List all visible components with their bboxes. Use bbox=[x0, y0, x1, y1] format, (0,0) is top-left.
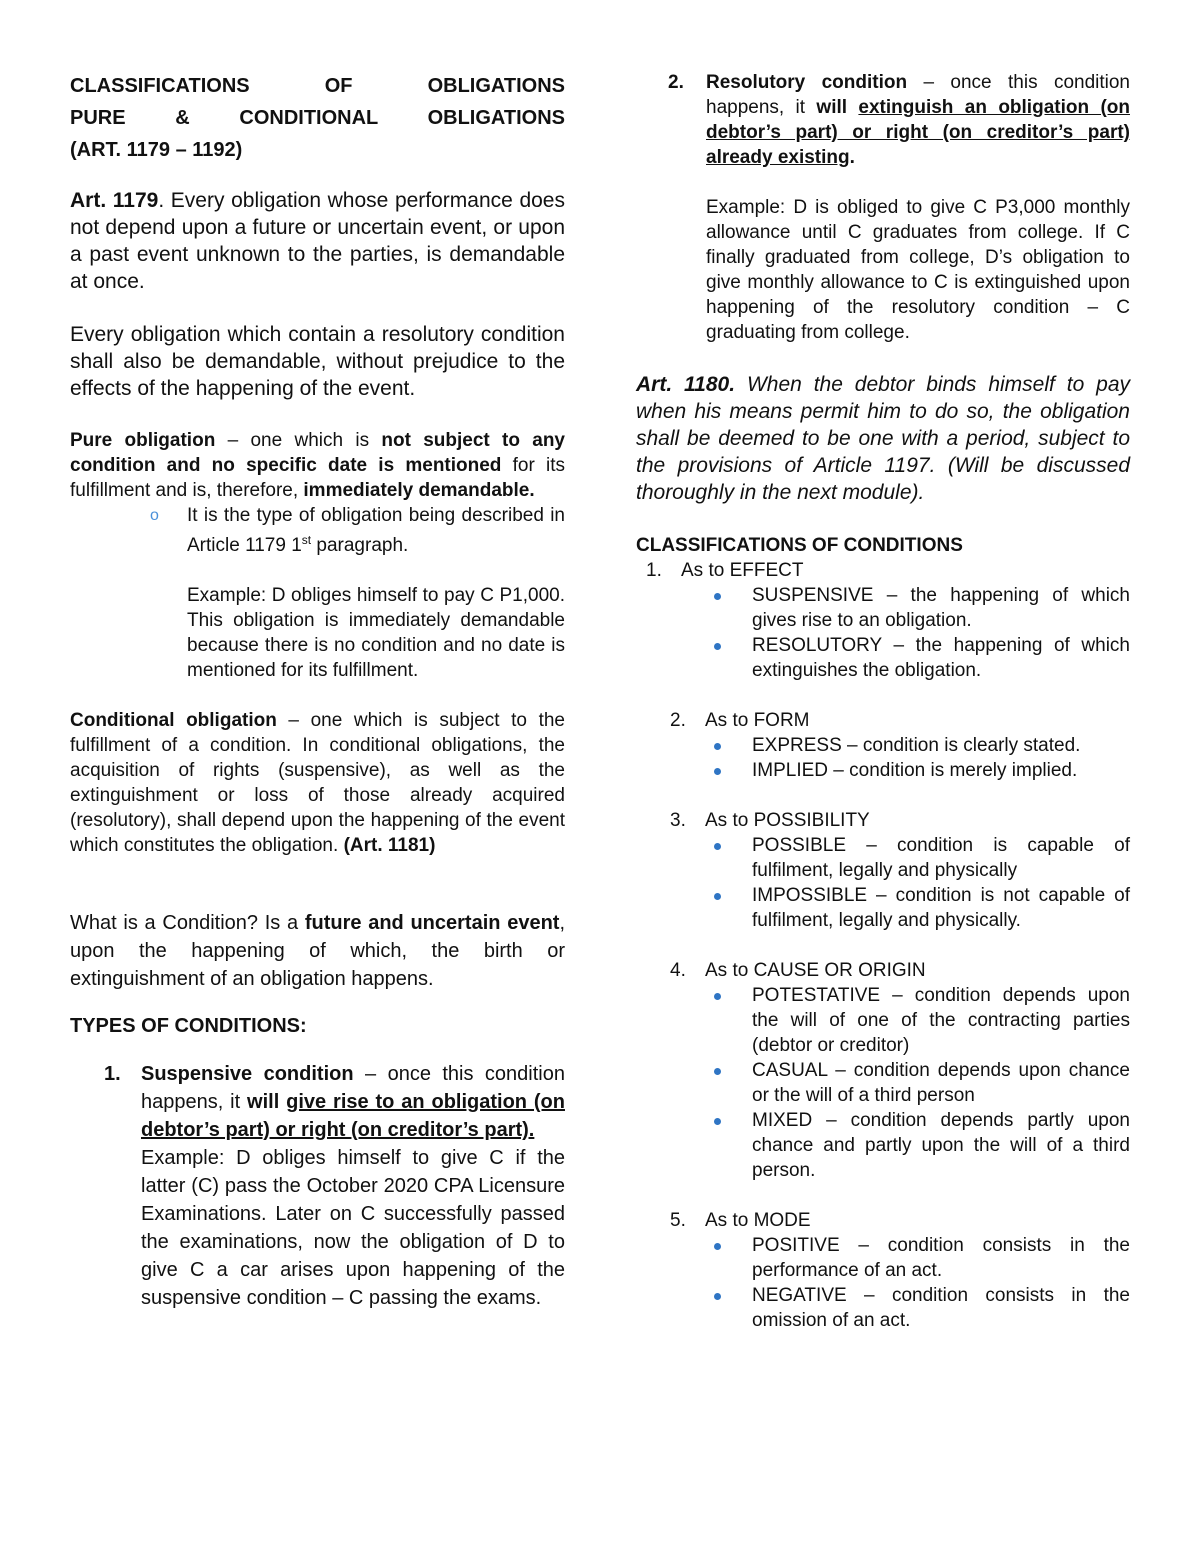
classification-bullet-item: RESOLUTORY – the happening of which extinguishes the obligation. bbox=[636, 633, 1130, 683]
bullet-dot-icon bbox=[714, 843, 721, 850]
classification-bullet-item: POTESTATIVE – condition depends upon the will of one of the contracting parties (debtor or creditor) bbox=[636, 983, 1130, 1058]
classification-bullet-item: IMPOSSIBLE – condition is not capable of fulfilment, legally and physically. bbox=[636, 883, 1130, 933]
bullet-dot-icon bbox=[714, 893, 721, 900]
resolutory-condition-term: Resolutory condition bbox=[706, 72, 908, 93]
classification-group-heading: 2. As to FORM bbox=[670, 710, 810, 731]
pure-obligation-example: Example: D obliges himself to pay C P1,000. This obligation is immediately demandable because there is no condition and no date is mentioned for its fulfillment. bbox=[187, 585, 565, 681]
heading-line-1: CLASSIFICATIONS OF OBLIGATIONS bbox=[70, 75, 565, 97]
classification-bullet-item: IMPLIED – condition is merely implied. bbox=[636, 758, 1130, 783]
classification-bullet-item: NEGATIVE – condition consists in the omission of an act. bbox=[636, 1283, 1130, 1333]
bullet-dot-icon bbox=[714, 768, 721, 775]
art-1179-paragraph bbox=[70, 187, 565, 295]
conditional-obligation-definition: Conditional obligation – one which is subject to the fulfillment of a condition. In conditional obligations, the acquisition of rights (suspensive), as well as the extinguishment or loss of those already acquired (resolutory), shall depend upon the happening of the event which constitutes the obligation. (Art. 1181) bbox=[70, 710, 565, 856]
pure-obligation-term: Pure obligation bbox=[70, 430, 216, 451]
conditional-obligation-term: Conditional obligation bbox=[70, 710, 277, 731]
bullet-dot-icon bbox=[714, 993, 721, 1000]
art-1179-text: . Every obligation whose performance does not depend upon a future or uncertain event, or upon a past event unknown to the parties, is demandable at once. bbox=[70, 189, 565, 293]
resolutory-condition-item: 2. Resolutory condition – once this condition happens, it will extinguish an obligation (on debtor’s part) or right (on creditor’s part) already existing. bbox=[668, 72, 1131, 168]
left-column bbox=[70, 70, 565, 1312]
classification-bullet-item: POSSIBLE – condition is capable of fulfilment, legally and physically bbox=[636, 833, 1130, 883]
classification-group-heading: 4. As to CAUSE OR ORIGIN bbox=[670, 960, 926, 981]
condition-question: What is a Condition? Is a future and uncertain event, upon the happening of which, the birth or extinguishment of an obligation happens. bbox=[70, 912, 566, 990]
resolutory-condition-example: Example: D is obliged to give C P3,000 monthly allowance until C graduates from college. If C finally graduated from college, D’s obligation to give monthly allowance to C is extinguished upon happening of the resolutory condition – C graduating from college. bbox=[706, 197, 1130, 343]
art-1179-label: Art. 1179 bbox=[70, 189, 159, 212]
suspensive-condition-item: 1. Suspensive condition – once this condition happens, it will give rise to an obligation (on debtor’s part) or right (on creditor’s part). Example: D obliges himself to give C if the latter (C) pass the October 2020 CPA Licensure Examinations. Later on C successfully passed the examinations, now the obligation of D to give C a car arises upon happening of the suspensive condition – C passing the exams. bbox=[70, 1060, 565, 1312]
heading-line-2: PURE & CONDITIONAL OBLIGATIONS bbox=[70, 107, 565, 129]
classification-groups bbox=[636, 558, 1130, 1333]
classifications-of-conditions-title: CLASSIFICATIONS OF CONDITIONS bbox=[636, 535, 963, 556]
suspensive-condition-term: Suspensive condition bbox=[141, 1063, 354, 1085]
bullet-dot-icon bbox=[714, 593, 721, 600]
heading-line-3: (ART. 1179 – 1192) bbox=[70, 139, 243, 161]
types-of-conditions-title: TYPES OF CONDITIONS: bbox=[70, 1015, 307, 1037]
pure-obligation-definition: Pure obligation – one which is not subject to any condition and no specific date is mentioned for its fulfillment and is, therefore, immediately demandable. bbox=[70, 430, 565, 501]
classification-group-heading: 1. As to EFFECT bbox=[646, 560, 804, 581]
pure-obligation-bullet: o It is the type of obligation being described in Article 1179 1st paragraph. Example: D obliges himself to pay C P1,000. This obligation is immediately demandable because there is no condition and no date is mentioned for its fulfillment. bbox=[150, 505, 565, 681]
classification-bullet-item: CASUAL – condition depends upon chance or the will of a third person bbox=[636, 1058, 1130, 1108]
classification-bullet-item: SUSPENSIVE – the happening of which gives rise to an obligation. bbox=[636, 583, 1130, 633]
classification-bullet-item: POSITIVE – condition consists in the performance of an act. bbox=[636, 1233, 1130, 1283]
suspensive-condition-example: Example: D obliges himself to give C if the latter (C) pass the October 2020 CPA Licensure Examinations. Later on C successfully passed the examinations, now the obligation of D to give C a car arises upon happening of the suspensive condition – C passing the exams. bbox=[141, 1147, 565, 1309]
classification-bullet-item: MIXED – condition depends partly upon chance and partly upon the will of a third person. bbox=[636, 1108, 1130, 1183]
art-1180-label: Art. 1180. bbox=[636, 373, 736, 396]
bullet-dot-icon bbox=[714, 743, 721, 750]
bullet-dot-icon bbox=[714, 1293, 721, 1300]
classification-group-heading: 3. As to POSSIBILITY bbox=[670, 810, 870, 831]
classification-bullet-item: EXPRESS – condition is clearly stated. bbox=[636, 733, 1130, 758]
bullet-dot-icon bbox=[714, 1118, 721, 1125]
art-1180-paragraph: Art. 1180. When the debtor binds himself to pay when his means permit him to do so, the obligation shall be deemed to be one with a period, subject to the provisions of Article 1197. (Will be discussed thoroughly in the next module). bbox=[636, 373, 1131, 504]
bullet-dot-icon bbox=[714, 1243, 721, 1250]
bullet-dot-icon bbox=[714, 1068, 721, 1075]
bullet-dot-icon bbox=[714, 643, 721, 650]
classification-group-heading: 5. As to MODE bbox=[670, 1210, 811, 1231]
art-1179-paragraph-2: Every obligation which contain a resolutory condition shall also be demandable, without prejudice to the effects of the happening of the event. bbox=[70, 323, 565, 400]
right-column bbox=[636, 70, 1130, 1333]
hollow-circle-bullet-icon: o bbox=[150, 507, 159, 524]
